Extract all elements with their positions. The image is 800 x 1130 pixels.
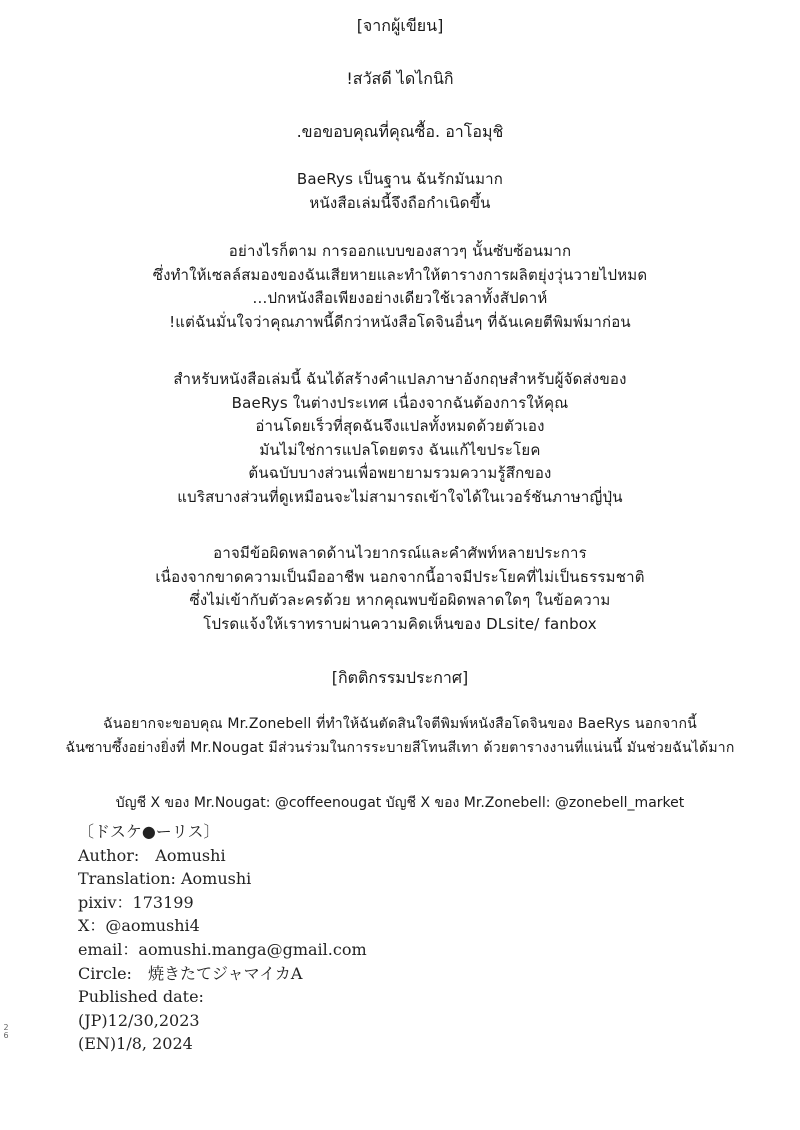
colophon-translation: Translation: Aomushi bbox=[78, 869, 252, 889]
text-line: อาจมีข้อผิดพลาดด้านไวยากรณ์และคำศัพท์หลายประการ bbox=[213, 544, 587, 562]
colophon-email: email：aomushi.manga@gmail.com bbox=[78, 939, 367, 959]
text-line: อย่างไรก็ตาม การออกแบบของสาวๆ นั้นซับซ้อนมาก bbox=[228, 242, 572, 260]
text-line: ฉันอยากจะขอบคุณ Mr.Zonebell ที่ทำให้ฉันตัดสินใจตีพิมพ์หนังสือโดจินของ BaeRys นอกจากนี้ bbox=[103, 716, 697, 732]
paragraph-translation bbox=[40, 368, 760, 509]
text-line: อ่านโดยเร็วที่สุดฉันจึงแปลทั้งหมดด้วยตัวเอง bbox=[255, 417, 545, 435]
colophon-pixiv: pixiv：173199 bbox=[78, 892, 194, 912]
text-line: BaeRys เป็นฐาน ฉันรักมันมาก bbox=[296, 170, 504, 188]
text-line: ซึ่งทำให้เซลล์สมองของฉันเสียหายและทำให้ตารางการผลิตยุ่งวุ่นวายไปหมด bbox=[152, 265, 648, 284]
text-line: ...ปกหนังสือเพียงอย่างเดียวใช้เวลาทั้งสัปดาห์ bbox=[252, 289, 548, 307]
text-line: !แต่ฉันมั่นใจว่าคุณภาพนี้ดีกว่าหนังสือโดจินอื่นๆ ที่ฉันเคยตีพิมพ์มาก่อน bbox=[169, 312, 631, 331]
colophon bbox=[78, 820, 367, 1056]
text-line: สำหรับหนังสือเล่มนี้ ฉันได้สร้างคำแปลภาษาอังกฤษสำหรับผู้จัดส่งของ bbox=[173, 370, 627, 388]
paragraph-errors bbox=[40, 542, 760, 636]
thanks-line: .ขอขอบคุณที่คุณซื้อ. อาโอมุชิ bbox=[296, 122, 504, 141]
colophon-author: Author: Aomushi bbox=[78, 845, 226, 865]
colophon-published-label: Published date: bbox=[78, 987, 204, 1007]
colophon-title: 〔ドスケ●ーリス〕 bbox=[78, 822, 220, 841]
text-line: เนื่องจากขาดความเป็นมืออาชีพ นอกจากนี้อาจมีประโยคที่ไม่เป็นธรรมชาติ bbox=[155, 567, 645, 586]
basis-paragraph bbox=[40, 168, 760, 215]
text-line: หนังสือเล่มนี้จึงถือกำเนิดขึ้น bbox=[309, 193, 491, 212]
paragraph-design bbox=[40, 240, 760, 334]
colophon-x: X：@aomushi4 bbox=[78, 916, 200, 936]
colophon-circle: Circle: 焼きたてジャマイカA bbox=[78, 963, 303, 983]
colophon-date-en: (EN)1/8, 2024 bbox=[78, 1034, 193, 1054]
text-line: BaeRys ในต่างประเทศ เนื่องจากฉันต้องการให้คุณ bbox=[231, 393, 569, 412]
text-line: ต้นฉบับบางส่วนเพื่อพยายามรวมความรู้สึกของ bbox=[248, 464, 552, 482]
text-line: มันไม่ใช่การแปลโดยตรง ฉันแก้ไขประโยค bbox=[259, 440, 541, 459]
text-line: แบริสบางส่วนที่ดูเหมือนจะไม่สามารถเข้าใจได้ในเวอร์ชันภาษาญี่ปุ่น bbox=[177, 487, 623, 506]
author-note-heading: [จากผู้เขียน] bbox=[356, 16, 444, 35]
text-line: ซึ่งไม่เข้ากับตัวละครด้วย หากคุณพบข้อผิดพลาดใดๆ ในข้อความ bbox=[189, 591, 611, 609]
text-line: โปรดแจ้งให้เราทราบผ่านความคิดเห็นของ DLsite/ fanbox bbox=[203, 614, 597, 633]
greeting: !สวัสดี ไดไกนิกิ bbox=[346, 69, 454, 88]
x-accounts-line: บัญชี X ของ Mr.Nougat: @coffeenougat บัญชี X ของ Mr.Zonebell: @zonebell_market bbox=[115, 795, 685, 811]
page-number: 2 6 bbox=[3, 1023, 9, 1040]
acknowledgement-heading: [กิตติกรรมประกาศ] bbox=[331, 668, 469, 687]
colophon-date-jp: (JP)12/30,2023 bbox=[78, 1010, 200, 1030]
text-line: ฉันซาบซึ้งอย่างยิ่งที่ Mr.Nougat มีส่วนร่วมในการระบายสีโทนสีเทา ด้วยตารางงานที่แน่นนี้ มันช่วยฉันได้มาก bbox=[65, 739, 735, 756]
acknowledgement-paragraph bbox=[40, 713, 760, 760]
